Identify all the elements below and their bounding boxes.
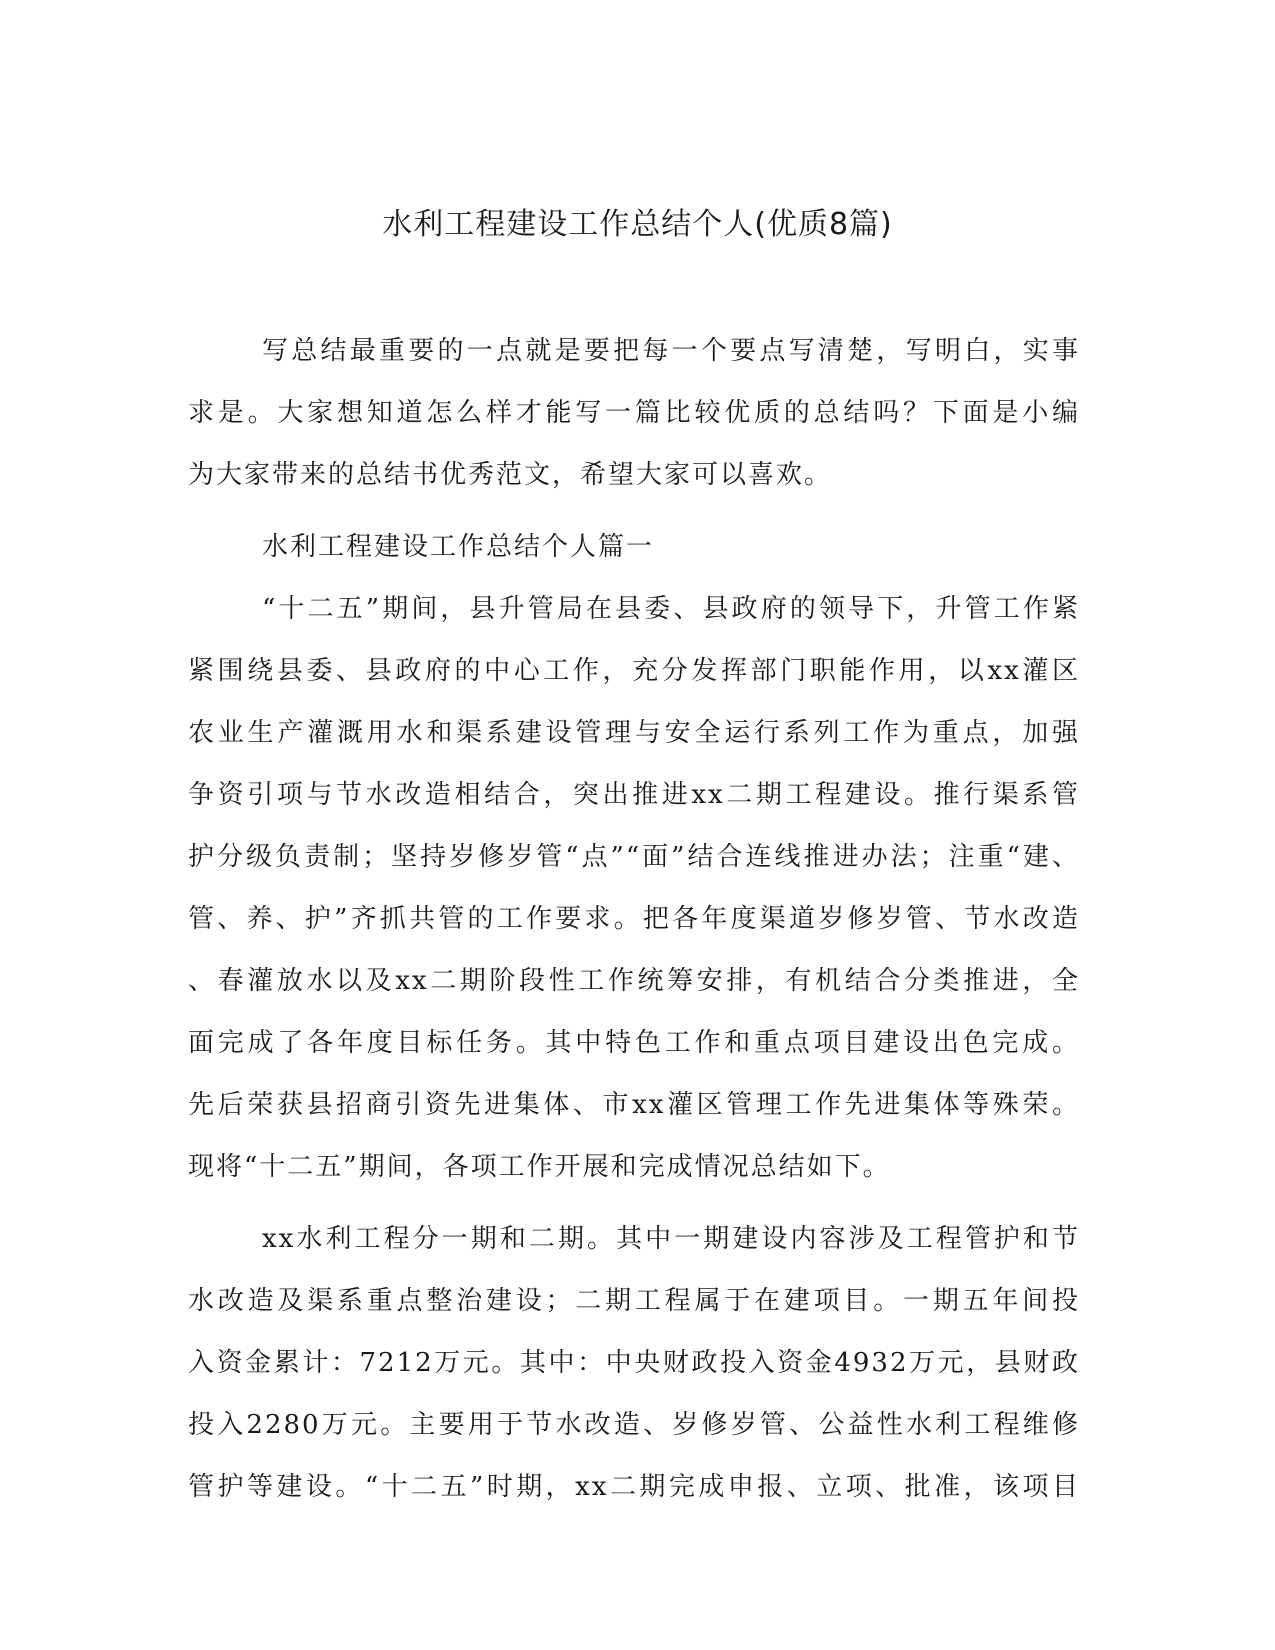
document-body: [188, 320, 1080, 1528]
paragraph-2: [188, 1208, 1080, 1518]
section-heading: [188, 516, 1080, 578]
paragraph-intro: [188, 320, 1080, 506]
text-line: 农业生产灌溉用水和渠系建设管理与安全运行系列工作为重点，加强: [188, 718, 1080, 748]
text-line: 水利工程建设工作总结个人篇一: [262, 532, 655, 562]
text-line: “十二五”期间，县升管局在县委、县政府的领导下，升管工作紧: [262, 594, 1080, 624]
document-title: 水利工程建设工作总结个人(优质8篇): [382, 207, 893, 242]
text-line: 求是。大家想知道怎么样才能写一篇比较优质的总结吗？下面是小编: [188, 398, 1080, 428]
text-line: 写总结最重要的一点就是要把每一个要点写清楚，写明白，实事: [262, 336, 1080, 366]
text-line: 投入2280万元。主要用于节水改造、岁修岁管、公益性水利工程维修: [188, 1410, 1080, 1440]
text-line: 入资金累计：7212万元。其中：中央财政投入资金4932万元，县财政: [188, 1348, 1080, 1378]
text-line: 护分级负责制；坚持岁修岁管“点”“面”结合连线推进办法；注重“建、: [188, 842, 1080, 872]
text-line: 水改造及渠系重点整治建设；二期工程属于在建项目。一期五年间投: [188, 1286, 1080, 1316]
text-line: 为大家带来的总结书优秀范文，希望大家可以喜欢。: [188, 460, 833, 490]
text-line: 先后荣获县招商引资先进集体、市xx灌区管理工作先进集体等殊荣。: [188, 1090, 1080, 1120]
text-line: 面完成了各年度目标任务。其中特色工作和重点项目建设出色完成。: [188, 1028, 1080, 1058]
text-line: xx水利工程分一期和二期。其中一期建设内容涉及工程管护和节: [262, 1224, 1080, 1254]
paragraph-1: [188, 578, 1080, 1198]
text-line: 管护等建设。“十二五”时期，xx二期完成申报、立项、批准，该项目: [188, 1472, 1080, 1502]
text-line: 、春灌放水以及xx二期阶段性工作统筹安排，有机结合分类推进，全: [188, 966, 1080, 996]
text-line: 紧围绕县委、县政府的中心工作，充分发挥部门职能作用，以xx灌区: [188, 656, 1080, 686]
text-line: 争资引项与节水改造相结合，突出推进xx二期工程建设。推行渠系管: [188, 780, 1080, 810]
text-line: 管、养、护”齐抓共管的工作要求。把各年度渠道岁修岁管、节水改造: [188, 904, 1080, 934]
text-line: 现将“十二五”期间，各项工作开展和完成情况总结如下。: [188, 1152, 891, 1182]
